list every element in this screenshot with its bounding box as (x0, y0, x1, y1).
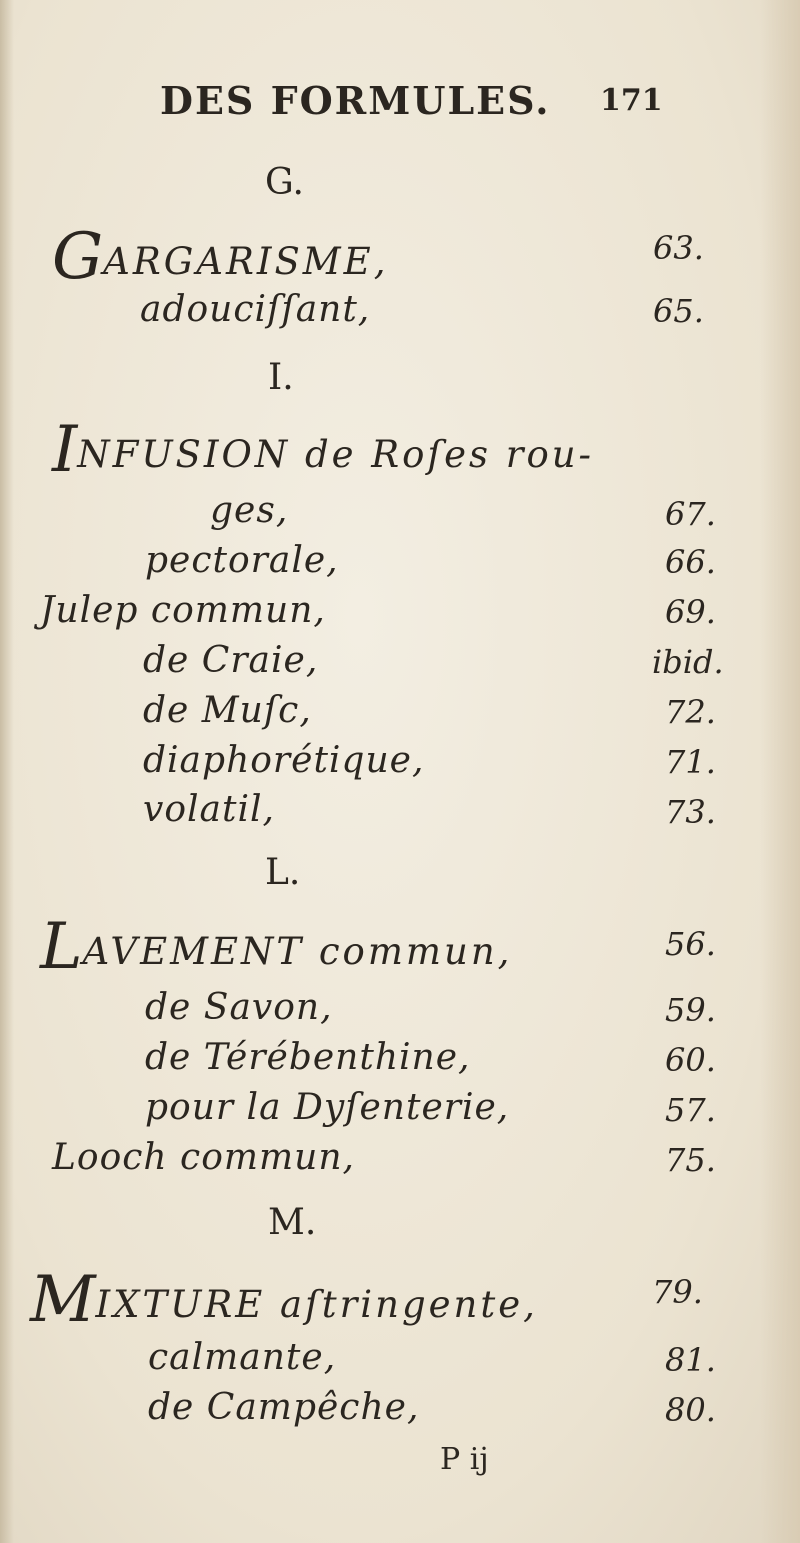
drop-cap: G (52, 220, 104, 294)
running-head (160, 78, 551, 123)
entry-heading-mixture (30, 1263, 538, 1337)
page-right-edge (760, 0, 800, 1543)
entry-text: volatil, (143, 789, 275, 830)
entry-heading-text: IXTURE aſtringente, (95, 1283, 538, 1326)
entry-text: calmante, (148, 1337, 337, 1378)
signature-mark: P ij (440, 1442, 489, 1477)
section-letter-m: M. (268, 1202, 317, 1243)
entry-page: 79. (652, 1273, 703, 1311)
entry-heading-infusion (52, 413, 595, 487)
page-left-edge (0, 0, 14, 1543)
entry-page: 80. (665, 1391, 716, 1429)
entry-page: ibid. (652, 643, 724, 681)
entry-page: 72. (665, 693, 716, 731)
entry-text: ges, (210, 490, 289, 531)
entry-page: 63. (653, 229, 704, 267)
entry-text: pour la Dyſenterie, (145, 1087, 510, 1128)
entry-page: 81. (665, 1341, 716, 1379)
entry-page: 56. (665, 925, 716, 963)
entry-page: 60. (665, 1041, 716, 1079)
entry-page: 75. (665, 1141, 716, 1179)
drop-cap: M (30, 1263, 96, 1337)
entry-page: 71. (665, 743, 716, 781)
entry-heading-lavement (40, 910, 513, 984)
section-letter-l: L. (265, 852, 301, 893)
section-letter-i: I. (268, 357, 294, 398)
entry-text: Julep commun, (40, 590, 326, 631)
entry-text: de Muſc, (143, 690, 312, 731)
entry-page: 69. (665, 593, 716, 631)
entry-page: 65. (653, 292, 704, 330)
entry-text: pectorale, (145, 540, 339, 581)
entry-text: de Craie, (143, 640, 319, 681)
entry-text: de Savon, (145, 987, 333, 1028)
running-head-title: DES FORMULES. (160, 78, 551, 123)
entry-page: 66. (665, 543, 716, 581)
page-number: 171 (600, 83, 663, 118)
entry-page: 59. (665, 991, 716, 1029)
entry-heading-text: NFUSION de Roſes rou- (77, 433, 595, 476)
entry-heading-gargarisme (52, 220, 389, 294)
drop-cap: L (40, 910, 83, 984)
entry-heading-text: ARGARISME, (103, 240, 389, 283)
entry-heading-text: AVEMENT commun, (82, 930, 513, 973)
entry-text: Looch commun, (52, 1137, 355, 1178)
section-letter-g: G. (265, 162, 304, 203)
entry-text: de Campêche, (148, 1387, 420, 1428)
entry-text: diaphorétique, (143, 740, 425, 781)
entry-text: de Térébenthine, (145, 1037, 471, 1078)
entry-text: adouciſſant, (140, 289, 371, 330)
drop-cap: I (52, 413, 78, 487)
entry-page: 57. (665, 1091, 716, 1129)
entry-page: 73. (665, 793, 716, 831)
entry-page: 67. (665, 495, 716, 533)
